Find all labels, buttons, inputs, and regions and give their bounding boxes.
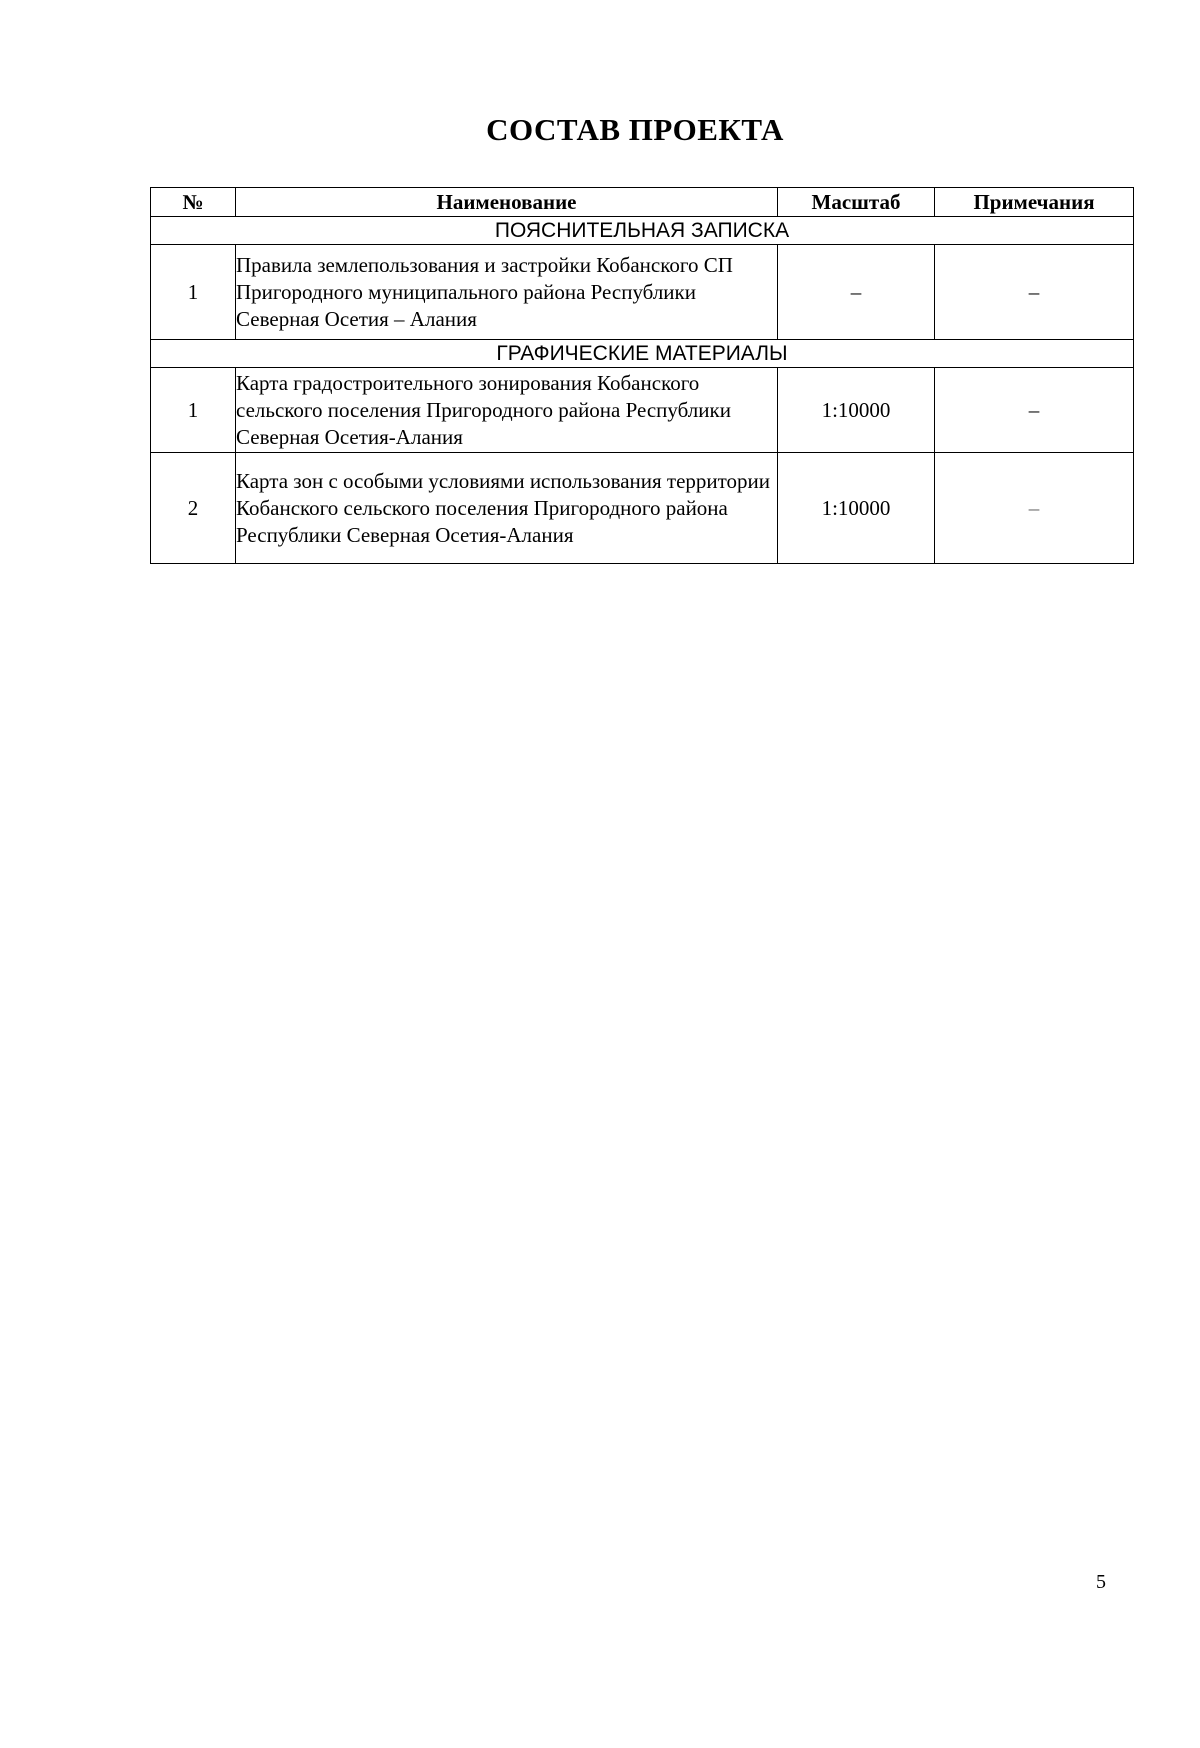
- header-name: Наименование: [236, 188, 778, 217]
- row-notes: –: [935, 368, 1134, 453]
- row-name: Карта градостроительного зонирования Кобанского сельского поселения Пригородного района Республики Северная Осетия-Алания: [236, 368, 778, 453]
- row-name: Карта зон с особыми условиями использования территории Кобанского сельского поселения Пригородного района Республики Северная Осетия-Алания: [236, 453, 778, 564]
- row-number: 1: [151, 245, 236, 340]
- section-title: ГРАФИЧЕСКИЕ МАТЕРИАЛЫ: [151, 340, 1134, 368]
- table-row: [151, 453, 1134, 564]
- row-notes: –: [935, 453, 1134, 564]
- table-row: [151, 245, 1134, 340]
- row-number: 1: [151, 368, 236, 453]
- row-scale: –: [778, 245, 935, 340]
- section-title: ПОЯСНИТЕЛЬНАЯ ЗАПИСКА: [151, 217, 1134, 245]
- section-row-graphic-materials: [151, 340, 1134, 368]
- row-name: Правила землепользования и застройки Кобанского СП Пригородного муниципального района Республики Северная Осетия – Алания: [236, 245, 778, 340]
- row-notes: –: [935, 245, 1134, 340]
- table-row: [151, 368, 1134, 453]
- section-row-explanatory-note: [151, 217, 1134, 245]
- row-scale: 1:10000: [778, 453, 935, 564]
- header-scale: Масштаб: [778, 188, 935, 217]
- row-number: 2: [151, 453, 236, 564]
- header-number: №: [151, 188, 236, 217]
- document-title: СОСТАВ ПРОЕКТА: [486, 112, 784, 147]
- table-header-row: [151, 188, 1134, 217]
- project-composition-table: [150, 187, 1134, 564]
- header-notes: Примечания: [935, 188, 1134, 217]
- row-scale: 1:10000: [778, 368, 935, 453]
- page-number: 5: [1096, 1571, 1106, 1593]
